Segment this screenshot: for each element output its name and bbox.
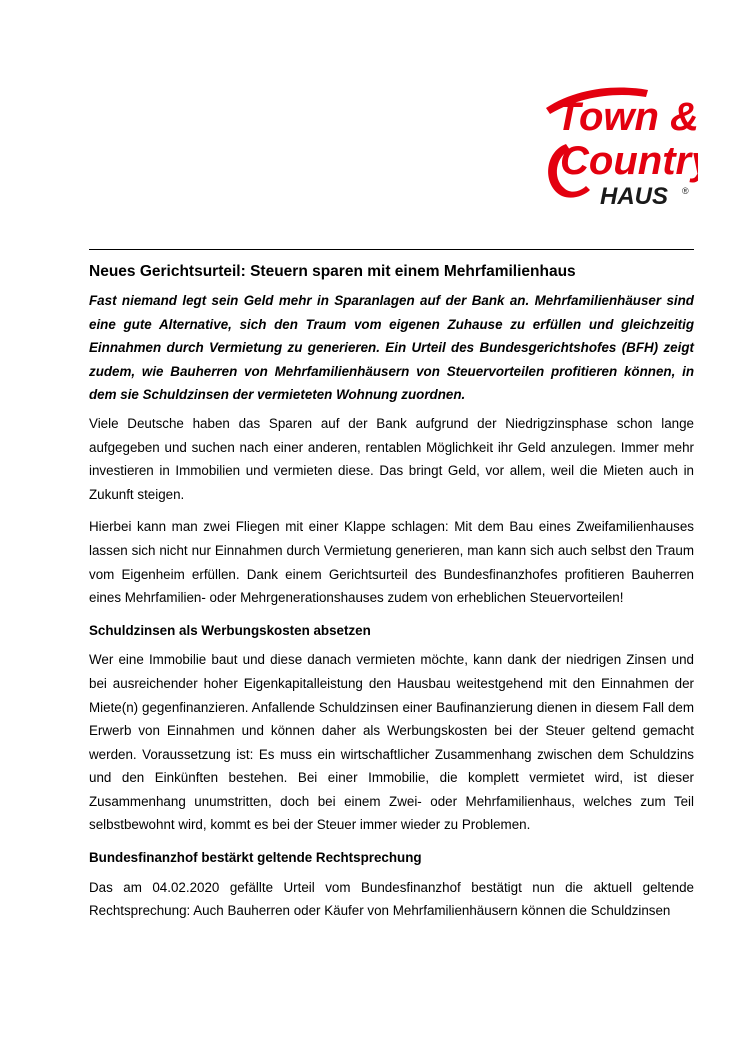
article-paragraph-2: Hierbei kann man zwei Fliegen mit einer Klappe schlagen: Mit dem Bau eines Zweifamilienhauses lassen sich nicht nur Einnahmen durch Vermietung generieren, man kann sich auch selbst den Traum vom Eigenheim erfüllen. Dank einem Gerichtsurteil des Bundesfinanzhofes profitieren Bauherren eines Mehrfamilien- oder Mehrgenerationshauses zudem von erheblichen Steuervorteilen!: [89, 519, 694, 606]
header-divider: [89, 249, 694, 250]
logo-graphic: [536, 82, 698, 210]
article-paragraph-1: Viele Deutsche haben das Sparen auf der Bank aufgrund der Niedrigzinsphase schon lange aufgegeben und suchen nach einer anderen, rentablen Möglichkeit ihr Geld anzulegen. Immer mehr investieren in Immobilien und vermieten diese. Das bringt Geld, vor allem, weil die Mieten auch in Zukunft steigen.: [89, 415, 694, 502]
article-title: Neues Gerichtsurteil: Steuern sparen mit einem Mehrfamilienhaus: [89, 263, 576, 280]
logo-line2: Country: [560, 139, 698, 183]
logo-registered-mark: ®: [682, 186, 689, 196]
town-country-logo: [536, 82, 698, 210]
article-lead: Fast niemand legt sein Geld mehr in Sparanlagen auf der Bank an. Mehrfamilienhäuser sind eine gute Alternative, sich den Traum vom eigenen Zuhause zu erfüllen und gleichzeitig Einnahmen durch Vermietung zu generieren. Ein Urteil des Bundesgerichtshofes (BFH) zeigt zudem, wie Bauherren von Mehrfamilienhäusern von Steuervorteilen profitieren können, in dem sie Schuldzinsen der vermieteten Wohnung zuordnen.: [89, 293, 694, 403]
article-paragraph-3: Wer eine Immobilie baut und diese danach vermieten möchte, kann dank der niedrigen Zinsen und bei ausreichender hoher Eigenkapitalleistung den Hausbau weitestgehend mit den Einnahmen der Miete(n) gegenfinanzieren. Anfallende Schuldzinsen einer Baufinanzierung dienen in diesem Fall dem Erwerb von Einnahmen und können daher als Werbungskosten bei der Steuer geltend gemacht werden. Voraussetzung ist: Es muss ein wirtschaftlicher Zusammenhang zwischen dem Schuldzins und den Einkünften bestehen. Bei einer Immobilie, die komplett vermietet wird, ist dieser Zusammenhang unumstritten, doch bei einem Zwei- oder Mehrfamilienhaus, welches zum Teil selbstbewohnt wird, kommt es bei der Steuer immer wieder zu Problemen.: [89, 652, 694, 833]
logo-line3: HAUS: [600, 183, 669, 210]
article-paragraph-4: Das am 04.02.2020 gefällte Urteil vom Bundesfinanzhof bestätigt nun die aktuell geltende Rechtsprechung: Auch Bauherren oder Käufer von Mehrfamilienhäusern können die Schuldzinsen: [89, 879, 694, 919]
article-heading-2: Bundesfinanzhof bestärkt geltende Rechtsprechung: [89, 850, 422, 866]
article-heading-1: Schuldzinsen als Werbungskosten absetzen: [89, 622, 371, 638]
article: [89, 262, 694, 932]
logo-line1: Town &: [556, 95, 698, 139]
